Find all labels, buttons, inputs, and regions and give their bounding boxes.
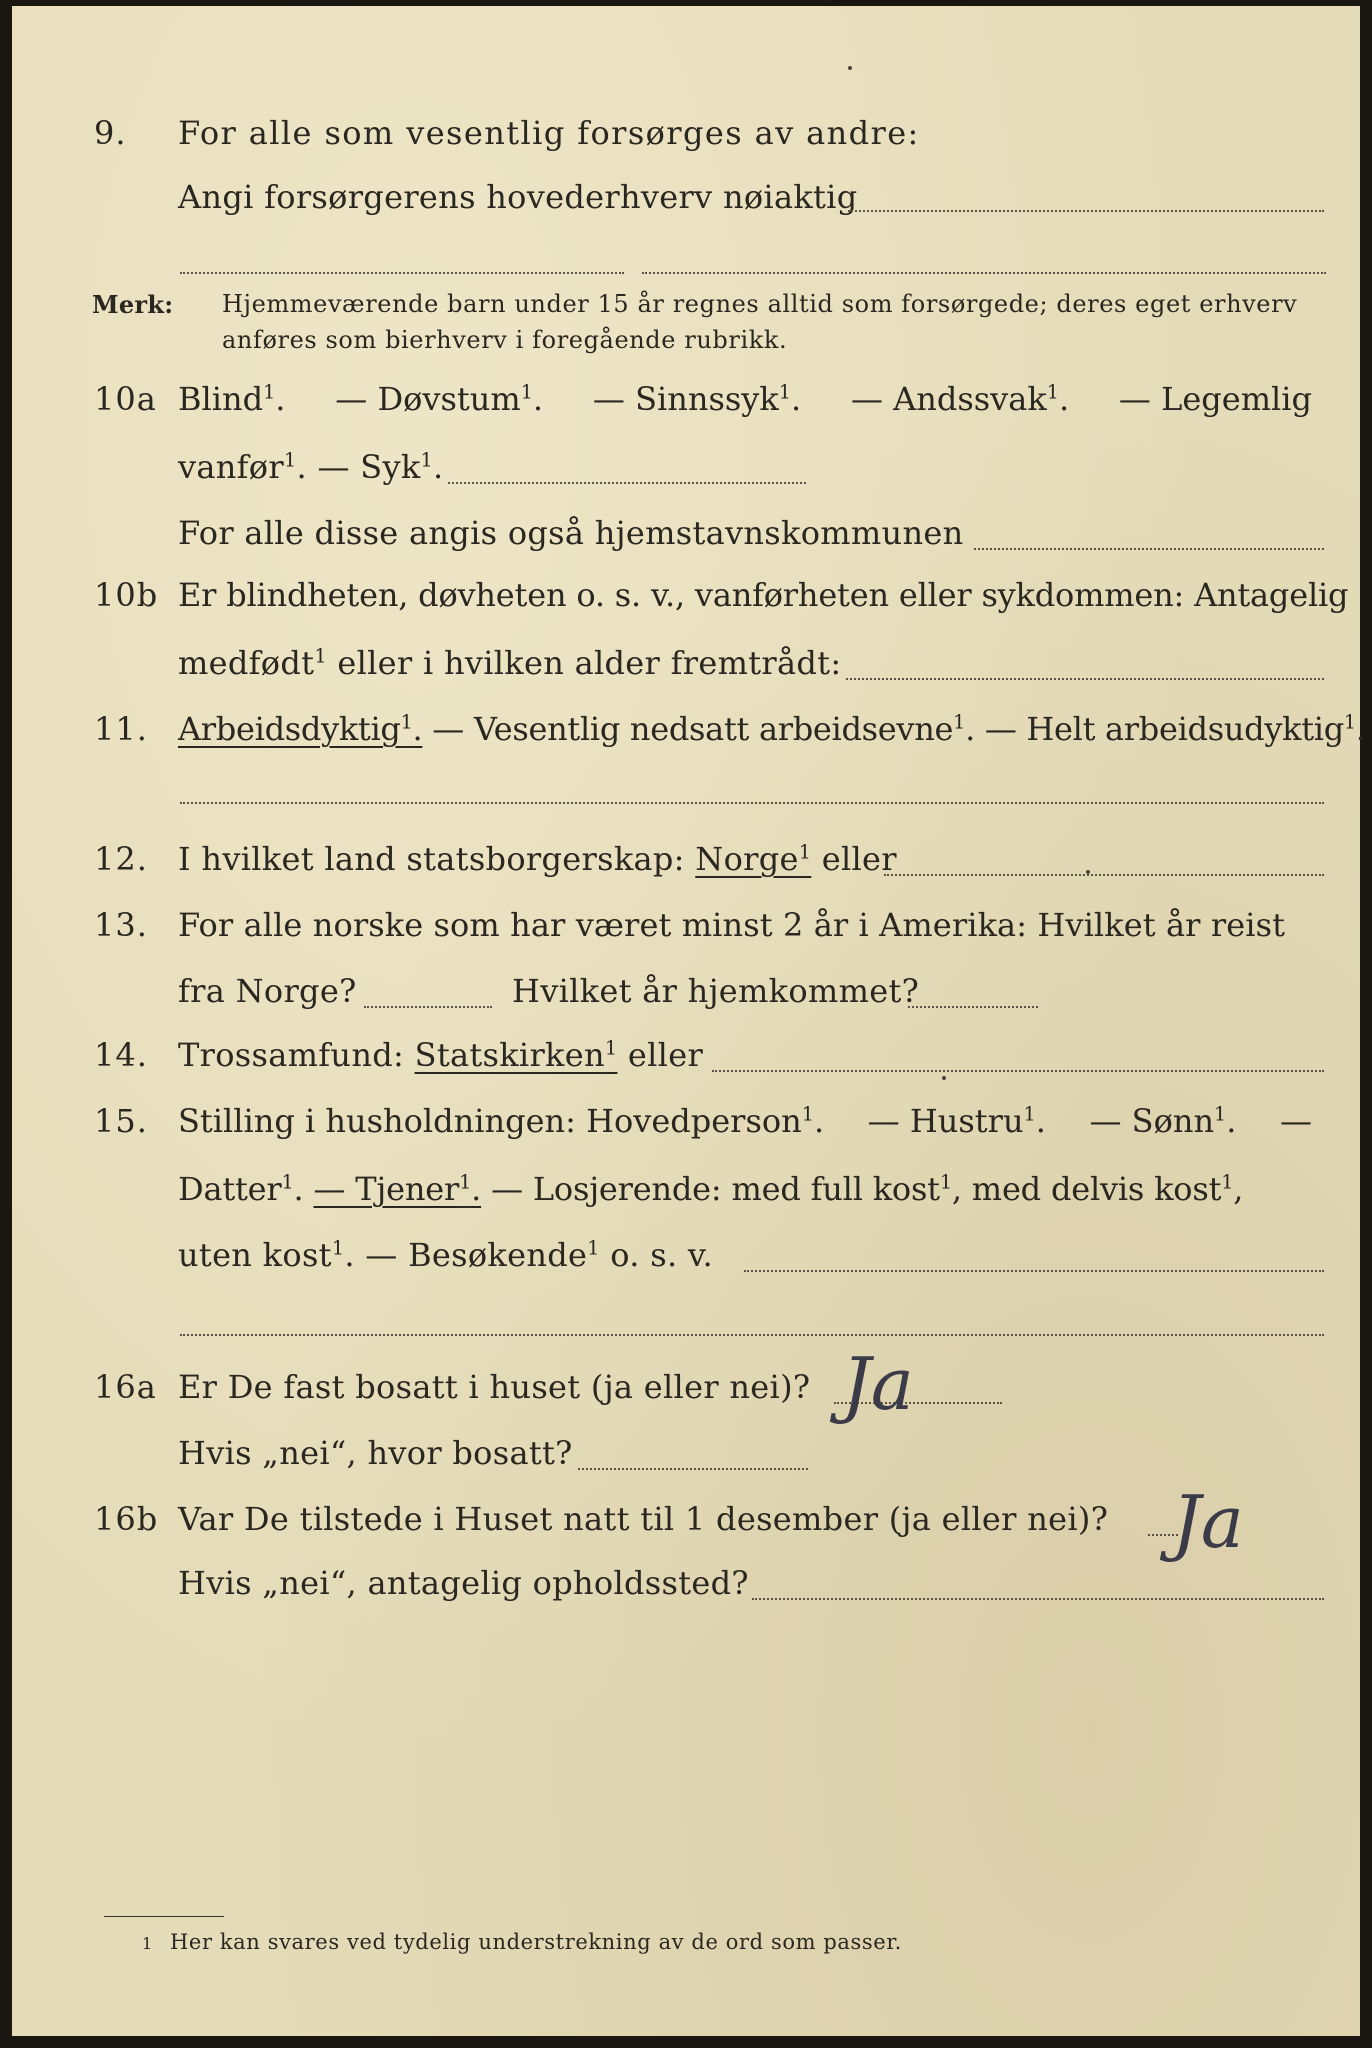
question-text: Hvis „nei“, antagelig opholdssted? (178, 1564, 749, 1602)
question-text: Angi forsørgerens hovederhverv nøiaktig (178, 178, 858, 216)
underlined-answer: Statskirken$^1$ (414, 1036, 618, 1074)
question-13-line-2 (12, 972, 1360, 1028)
footnote (12, 1930, 1360, 1986)
question-15-line-3 (12, 1236, 1360, 1292)
question-text: Er De fast bosatt i huset (ja eller nei)? (178, 1368, 811, 1406)
question-text: vanfør$^1$. — Syk$^1$. (178, 448, 444, 486)
answer-line (180, 1334, 1324, 1336)
question-text (178, 380, 1312, 418)
question-text: Trossamfund: Statskirken$^1$ eller (178, 1036, 704, 1074)
answer-line (712, 1070, 1324, 1072)
question-number: 10a (94, 380, 157, 418)
question-14 (12, 1036, 1360, 1092)
question-number: 10b (94, 576, 159, 614)
question-text: I hvilket land statsborgerskap: Norge$^1$ eller (178, 840, 897, 878)
question-number: 11. (94, 710, 148, 748)
question-text: For alle som vesentlig forsørges av andre: (178, 114, 920, 152)
question-text: medfødt$^1$ eller i hvilken alder fremtrådt: (178, 644, 842, 682)
question-16a (12, 1368, 1360, 1424)
question-text: Var De tilstede i Huset natt til 1 desember (ja eller nei)? (178, 1500, 1109, 1538)
answer-line (180, 802, 1324, 804)
option-hustru: — Hustru$^1$. (867, 1102, 1046, 1140)
question-text: Stilling i husholdningen: Hovedperson$^1$. — Hustru$^1$. — Sønn$^1$. — (178, 1102, 1312, 1140)
option-legemlig: — Legemlig (1118, 380, 1312, 418)
question-text: For alle disse angis også hjemstavnskommunen (178, 514, 964, 552)
question-number: 16b (94, 1500, 159, 1538)
option-sinnssyk: — Sinnssyk$^1$. (592, 380, 802, 418)
question-text: uten kost$^1$. — Besøkende$^1$ o. s. v. (178, 1236, 713, 1274)
answer-line (974, 548, 1324, 550)
underlined-answer: — Tjener$^1$. (313, 1170, 482, 1208)
answer-line (180, 272, 624, 274)
question-text: For alle norske som har været minst 2 år i Amerika: Hvilket år reist (178, 906, 1286, 944)
question-10b-line-2 (12, 644, 1360, 700)
option-blind: Blind$^1$. (178, 380, 286, 418)
underlined-answer: Norge$^1$ (695, 840, 812, 878)
question-13 (12, 906, 1360, 962)
question-text: fra Norge? (178, 972, 357, 1010)
answer-line (448, 482, 806, 484)
answer-line (642, 272, 1326, 274)
answer-line (744, 1270, 1324, 1272)
census-form-page (12, 6, 1366, 2036)
question-number: 12. (94, 840, 148, 878)
question-9 (12, 114, 1360, 170)
question-text: Hvilket år hjemkommet? (512, 972, 920, 1010)
option-hovedperson: Stilling i husholdningen: Hovedperson$^1$. (178, 1102, 825, 1140)
paper-speck (942, 1076, 946, 1080)
question-10a (12, 380, 1360, 436)
paper-speck (1086, 870, 1090, 874)
question-text: Er blindheten, døvheten o. s. v., vanførheten eller sykdommen: Antagelig (178, 576, 1349, 614)
question-16b-line-2 (12, 1564, 1360, 1620)
paper-speck (848, 66, 852, 70)
question-15 (12, 1102, 1360, 1158)
option-sonn: — Sønn$^1$. (1089, 1102, 1237, 1140)
question-11 (12, 710, 1366, 766)
question-10b (12, 576, 1360, 632)
question-text: Hvis „nei“, hvor bosatt? (178, 1434, 573, 1472)
question-text: Arbeidsdyktig$^1$. — Vesentlig nedsatt arbeidsevne$^1$. — Helt arbeidsudyktig$^1$. (178, 710, 1366, 748)
answer-line (848, 210, 1324, 212)
question-15-line-2 (12, 1170, 1360, 1226)
question-number: 16a (94, 1368, 157, 1406)
note-merk (12, 290, 1360, 370)
answer-line (908, 1006, 1038, 1008)
footnote-text: Her kan svares ved tydelig understrekning av de ord som passer. (170, 1930, 902, 1954)
handwritten-answer-16a: Ja (842, 1342, 914, 1426)
question-number: 9. (94, 114, 127, 152)
question-number: 13. (94, 906, 148, 944)
question-16a-line-2 (12, 1434, 1360, 1490)
option-andssvak: — Andssvak$^1$. (850, 380, 1070, 418)
underlined-answer: Arbeidsdyktig$^1$. (178, 710, 423, 748)
question-9-line-2 (12, 178, 1360, 234)
footnote-rule (104, 1916, 224, 1917)
answer-line (846, 678, 1324, 680)
note-label: Merk: (92, 290, 174, 319)
question-16b (12, 1500, 1360, 1556)
answer-line (884, 874, 1324, 876)
option-dovstum: — Døvstum$^1$. (335, 380, 544, 418)
note-text: Hjemmeværende barn under 15 år regnes alltid som forsørgede; deres eget erhverv (222, 290, 1298, 318)
answer-line (578, 1468, 808, 1470)
answer-line (752, 1598, 1324, 1600)
answer-line (364, 1006, 492, 1008)
handwritten-answer-16b: Ja (1172, 1480, 1244, 1564)
question-text: Datter$^1$. — Tjener$^1$. — Losjerende: med full kost$^1$, med delvis kost$^1$, (178, 1170, 1244, 1208)
footnote-mark: 1 (142, 1934, 153, 1953)
question-10a-line-2 (12, 448, 1360, 504)
question-10a-line-3 (12, 514, 1360, 570)
question-12 (12, 840, 1360, 896)
question-number: 14. (94, 1036, 148, 1074)
question-number: 15. (94, 1102, 148, 1140)
note-text: anføres som bierhverv i foregående rubrikk. (222, 326, 788, 354)
